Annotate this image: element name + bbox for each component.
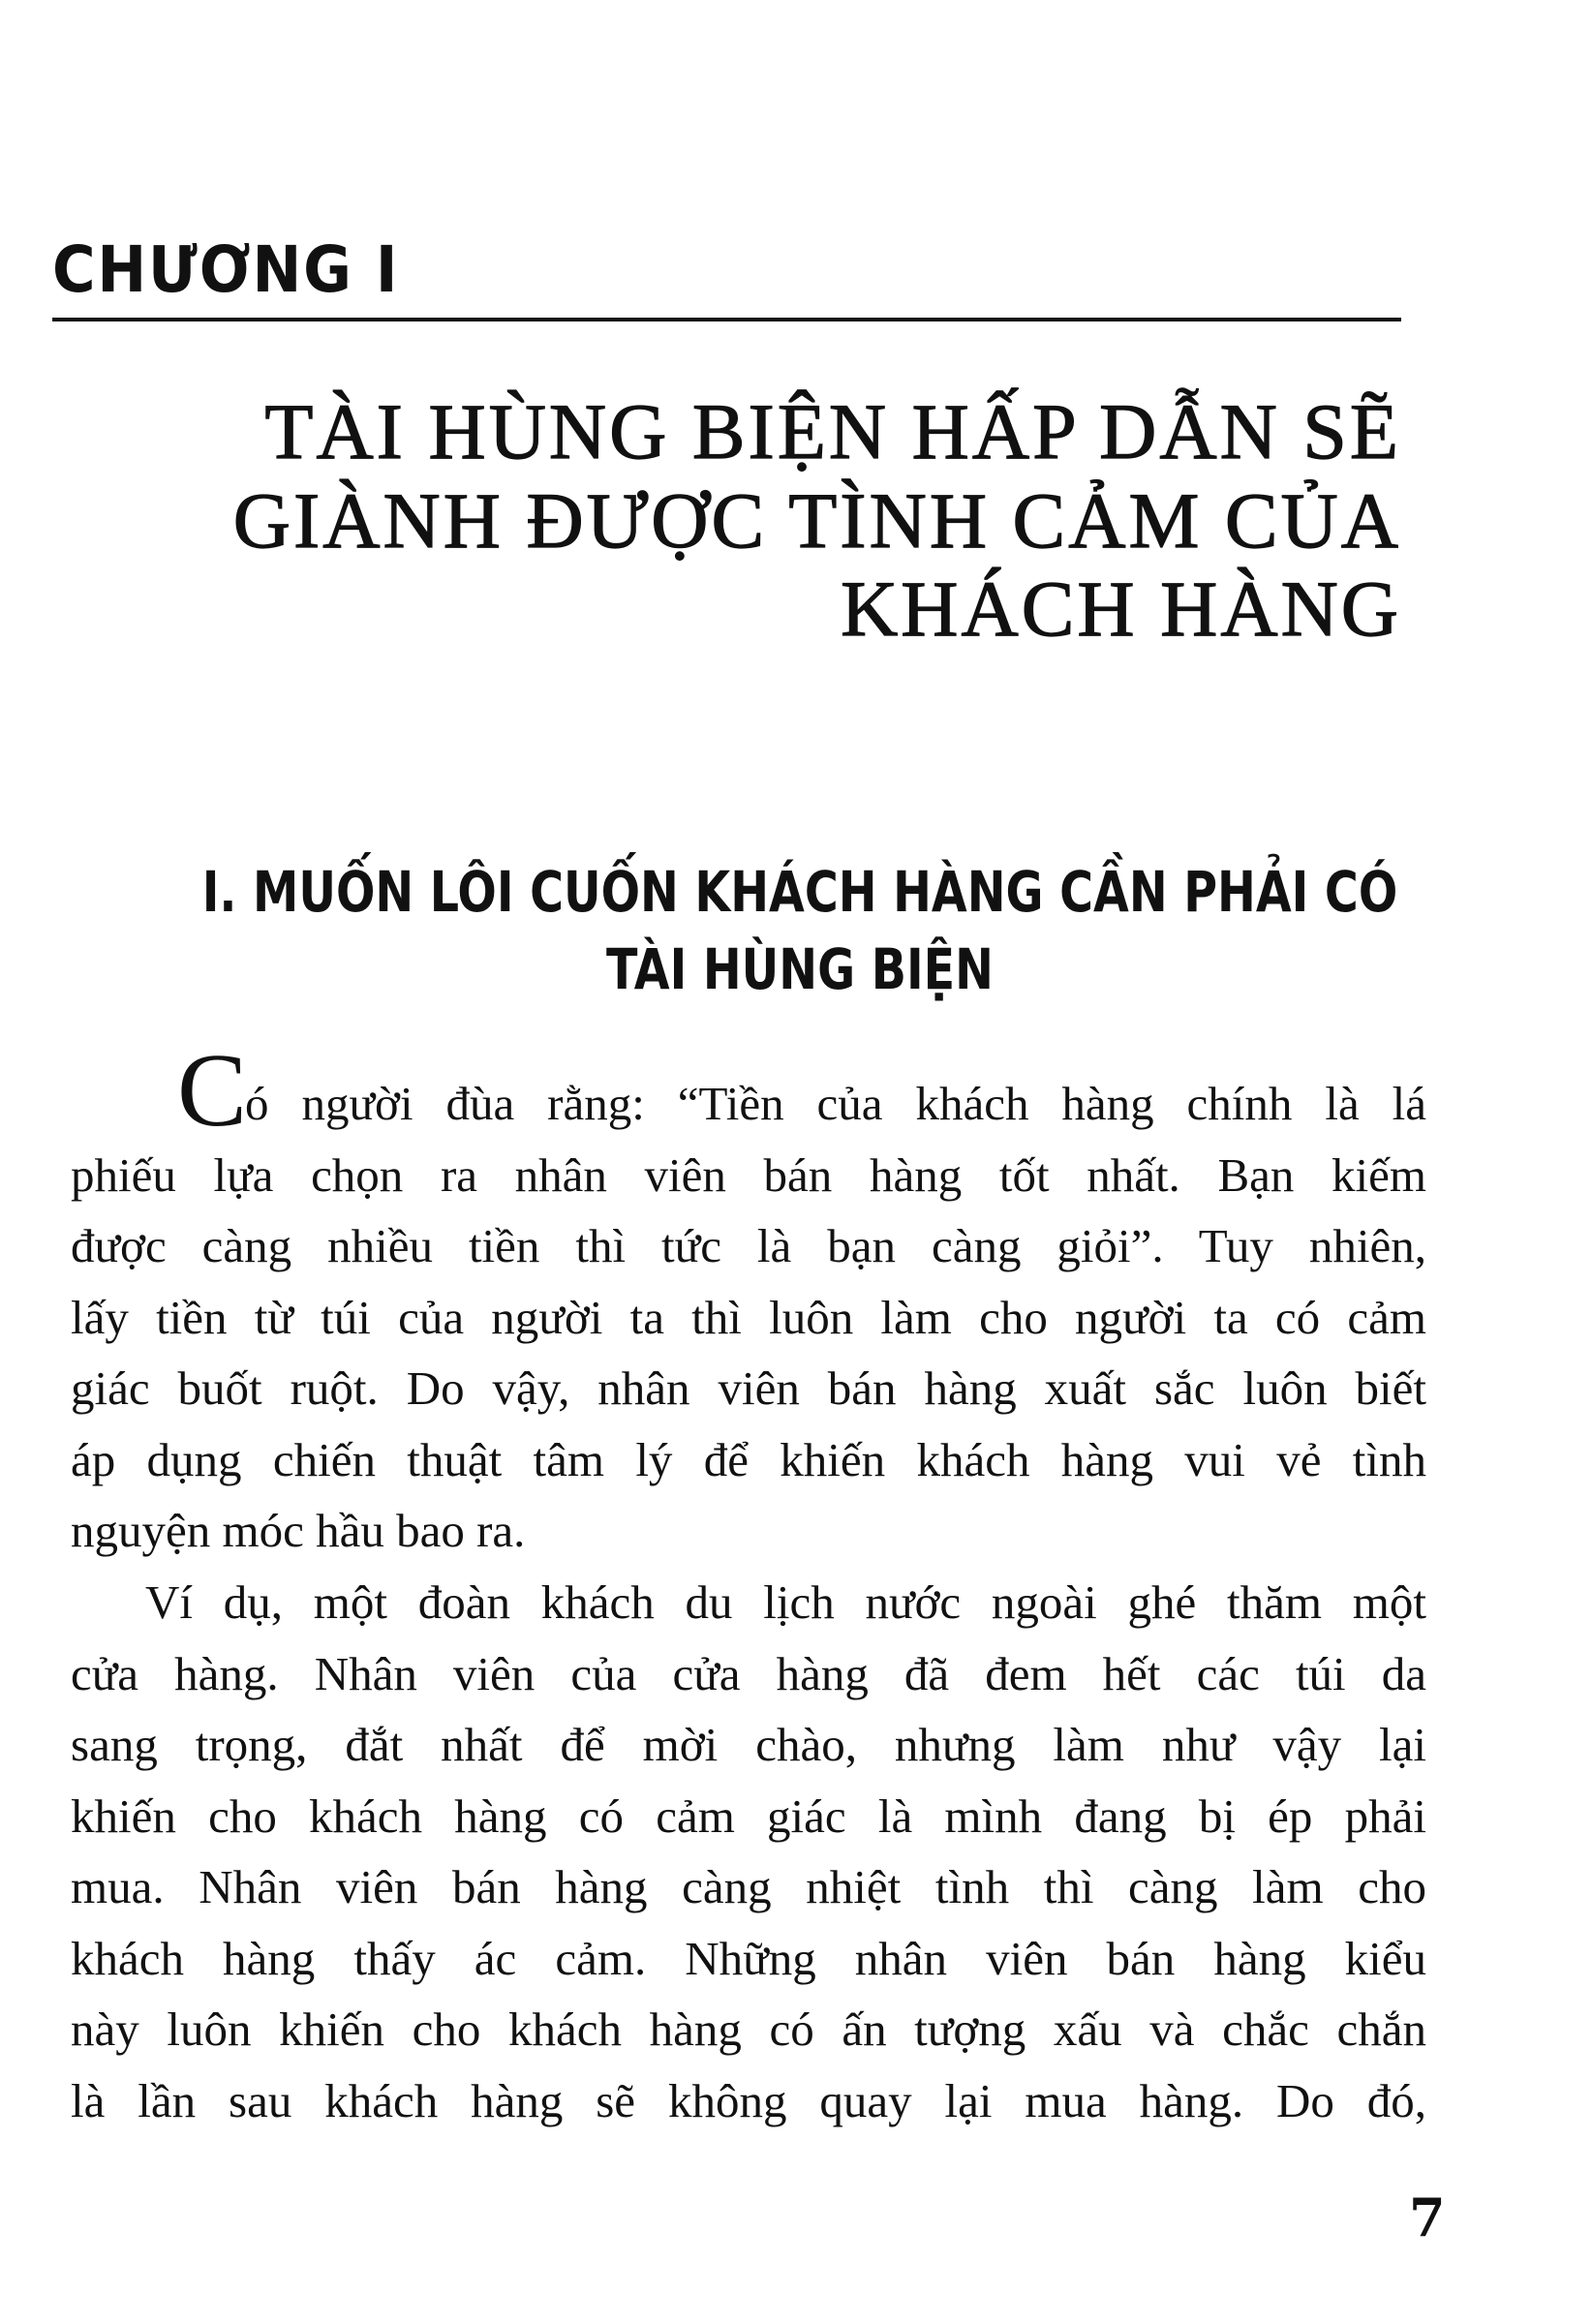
page-number: 7	[1409, 2186, 1446, 2248]
body-line: phiếu lựa chọn ra nhân viên bán hàng tốt nhất. Bạn kiếm	[71, 1147, 1426, 1202]
body-line: nguyện móc hầu bao ra.	[71, 1504, 526, 1557]
body-line: khách hàng thấy ác cảm. Những nhân viên bán hàng kiểu	[71, 1931, 1426, 1985]
chapter-title-line: KHÁCH HÀNG	[841, 565, 1401, 653]
chapter-title-line: TÀI HÙNG BIỆN HẤP DẪN SẼ	[264, 387, 1401, 475]
body-line	[71, 1033, 1426, 1148]
body-line: được càng nhiều tiền thì tức là bạn càng giỏi”. Tuy nhiên,	[71, 1219, 1426, 1272]
section-heading-line: I. MUỐN LÔI CUỐN KHÁCH HÀNG CẦN PHẢI CÓ	[201, 859, 1398, 925]
body-line: giác buốt ruột. Do vậy, nhân viên bán hàng xuất sắc luôn biết	[71, 1361, 1426, 1415]
chapter-title-line: GIÀNH ĐƯỢC TÌNH CẢM CỦA	[232, 476, 1401, 565]
body-line: khiến cho khách hàng có cảm giác là mình đang bị ép phải	[71, 1789, 1426, 1843]
drop-cap: C	[177, 1033, 248, 1148]
body-line: áp dụng chiến thuật tâm lý để khiến khách hàng vui vẻ tình	[71, 1432, 1426, 1486]
body-line: lấy tiền từ túi của người ta thì luôn làm cho người ta có cảm	[71, 1290, 1426, 1344]
paragraph-1	[71, 1033, 1426, 1567]
section-heading-line: TÀI HÙNG BIỆN	[606, 936, 994, 1002]
body-line: Ví dụ, một đoàn khách du lịch nước ngoài ghé thăm một	[145, 1575, 1426, 1629]
paragraph-2	[71, 1567, 1426, 2136]
body-line: sang trọng, đắt nhất để mời chào, nhưng làm như vậy lại	[71, 1718, 1426, 1771]
chapter-label: CHƯƠNG I	[52, 232, 400, 307]
body-line: mua. Nhân viên bán hàng càng nhiệt tình thì càng làm cho	[71, 1860, 1426, 1913]
body-line: là lần sau khách hàng sẽ không quay lại mua hàng. Do đó,	[71, 2073, 1426, 2127]
chapter-divider	[52, 318, 1401, 321]
body-line-text: ó người đùa rằng: “Tiền của khách hàng chính là lá	[245, 1077, 1426, 1130]
body-line: cửa hàng. Nhân viên của cửa hàng đã đem hết các túi da	[71, 1646, 1426, 1700]
body-line: này luôn khiến cho khách hàng có ấn tượng xấu và chắc chắn	[71, 2003, 1426, 2056]
